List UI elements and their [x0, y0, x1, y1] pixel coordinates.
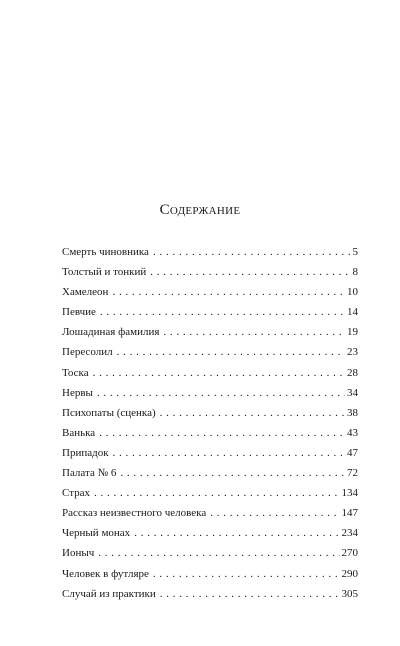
toc-entry-page: 270 — [341, 547, 358, 560]
toc-entry — [62, 526, 358, 546]
toc-leader-dots — [120, 466, 345, 480]
toc-entry-title: Хамелеон — [62, 286, 109, 299]
toc-entry — [62, 406, 358, 426]
toc-leader-dots — [97, 386, 345, 400]
toc-entry — [62, 486, 358, 506]
toc-entry-page: 5 — [352, 246, 358, 258]
toc-entry-page: 10 — [347, 286, 358, 299]
toc-leader-dots — [160, 406, 345, 420]
toc-entry-title: Ванька — [62, 426, 96, 439]
toc-entry-page: 47 — [347, 446, 358, 459]
toc-entry — [62, 546, 358, 566]
toc-entry-page: 28 — [347, 366, 358, 379]
toc-leader-dots — [93, 366, 345, 380]
toc-entry-title: Певчие — [62, 306, 96, 319]
toc-leader-dots — [153, 567, 340, 581]
toc-entry — [62, 345, 358, 365]
toc-entry-title: Палата № 6 — [62, 467, 117, 480]
toc-entry-page: 19 — [347, 326, 358, 339]
toc-entry — [62, 446, 358, 466]
toc-leader-dots — [153, 245, 351, 259]
toc-entry-title: Рассказ неизвестного человека — [62, 507, 207, 520]
toc-entry-page: 8 — [352, 266, 358, 279]
toc-entry-title: Случай из практики — [62, 587, 156, 600]
toc-leader-dots — [160, 587, 340, 601]
toc-entry-title: Тоска — [62, 366, 89, 379]
toc-entry-title: Черный монах — [62, 527, 131, 540]
toc-entry — [62, 325, 358, 345]
toc-leader-dots — [210, 506, 339, 520]
toc-leader-dots — [99, 426, 345, 440]
toc-entry — [62, 426, 358, 446]
toc-leader-dots — [98, 546, 339, 560]
toc-entry-title: Припадок — [62, 446, 109, 459]
toc-leader-dots — [150, 265, 350, 279]
toc-leader-dots — [100, 305, 345, 319]
toc-entry — [62, 285, 358, 305]
toc-entry-title: Смерть чиновника — [62, 246, 149, 258]
toc-entry-title: Ионыч — [62, 547, 95, 560]
toc-entry — [62, 386, 358, 406]
toc-entry-page: 72 — [347, 467, 358, 480]
toc-entry-page: 43 — [347, 426, 358, 439]
toc-entry — [62, 265, 358, 285]
toc-entry — [62, 567, 358, 587]
toc-entry — [62, 587, 358, 607]
toc-leader-dots — [94, 486, 339, 500]
toc-leader-dots — [163, 325, 345, 339]
toc-entry-title: Психопаты (сценка) — [62, 406, 156, 419]
toc-leader-dots — [113, 446, 345, 460]
toc-leader-dots — [134, 526, 339, 540]
toc-entry-page: 14 — [347, 306, 358, 319]
toc-entry — [62, 506, 358, 526]
toc-leader-dots — [112, 285, 345, 299]
toc-entry — [62, 305, 358, 325]
toc-entry-page: 34 — [347, 386, 358, 399]
toc-entry-page: 23 — [347, 346, 358, 359]
toc-heading: Содержание — [159, 202, 241, 218]
toc-entry — [62, 466, 358, 486]
toc-entry — [62, 366, 358, 386]
toc-entry-page: 134 — [341, 487, 358, 500]
toc-entry-title: Страх — [62, 487, 91, 500]
toc-entry-page: 290 — [341, 567, 358, 580]
toc-leader-dots — [117, 345, 345, 359]
toc-entry-title: Пересолил — [62, 346, 113, 359]
toc-list — [62, 245, 358, 607]
toc-entry-title: Нервы — [62, 386, 93, 399]
toc-entry — [62, 245, 358, 265]
toc-entry-title: Человек в футляре — [62, 567, 149, 580]
toc-entry-page: 234 — [341, 527, 358, 540]
toc-entry-page: 147 — [341, 507, 358, 520]
toc-entry-page: 305 — [341, 587, 358, 600]
toc-entry-page: 38 — [347, 406, 358, 419]
toc-entry-title: Толстый и тонкий — [62, 266, 147, 279]
toc-entry-title: Лошадиная фамилия — [62, 326, 160, 339]
